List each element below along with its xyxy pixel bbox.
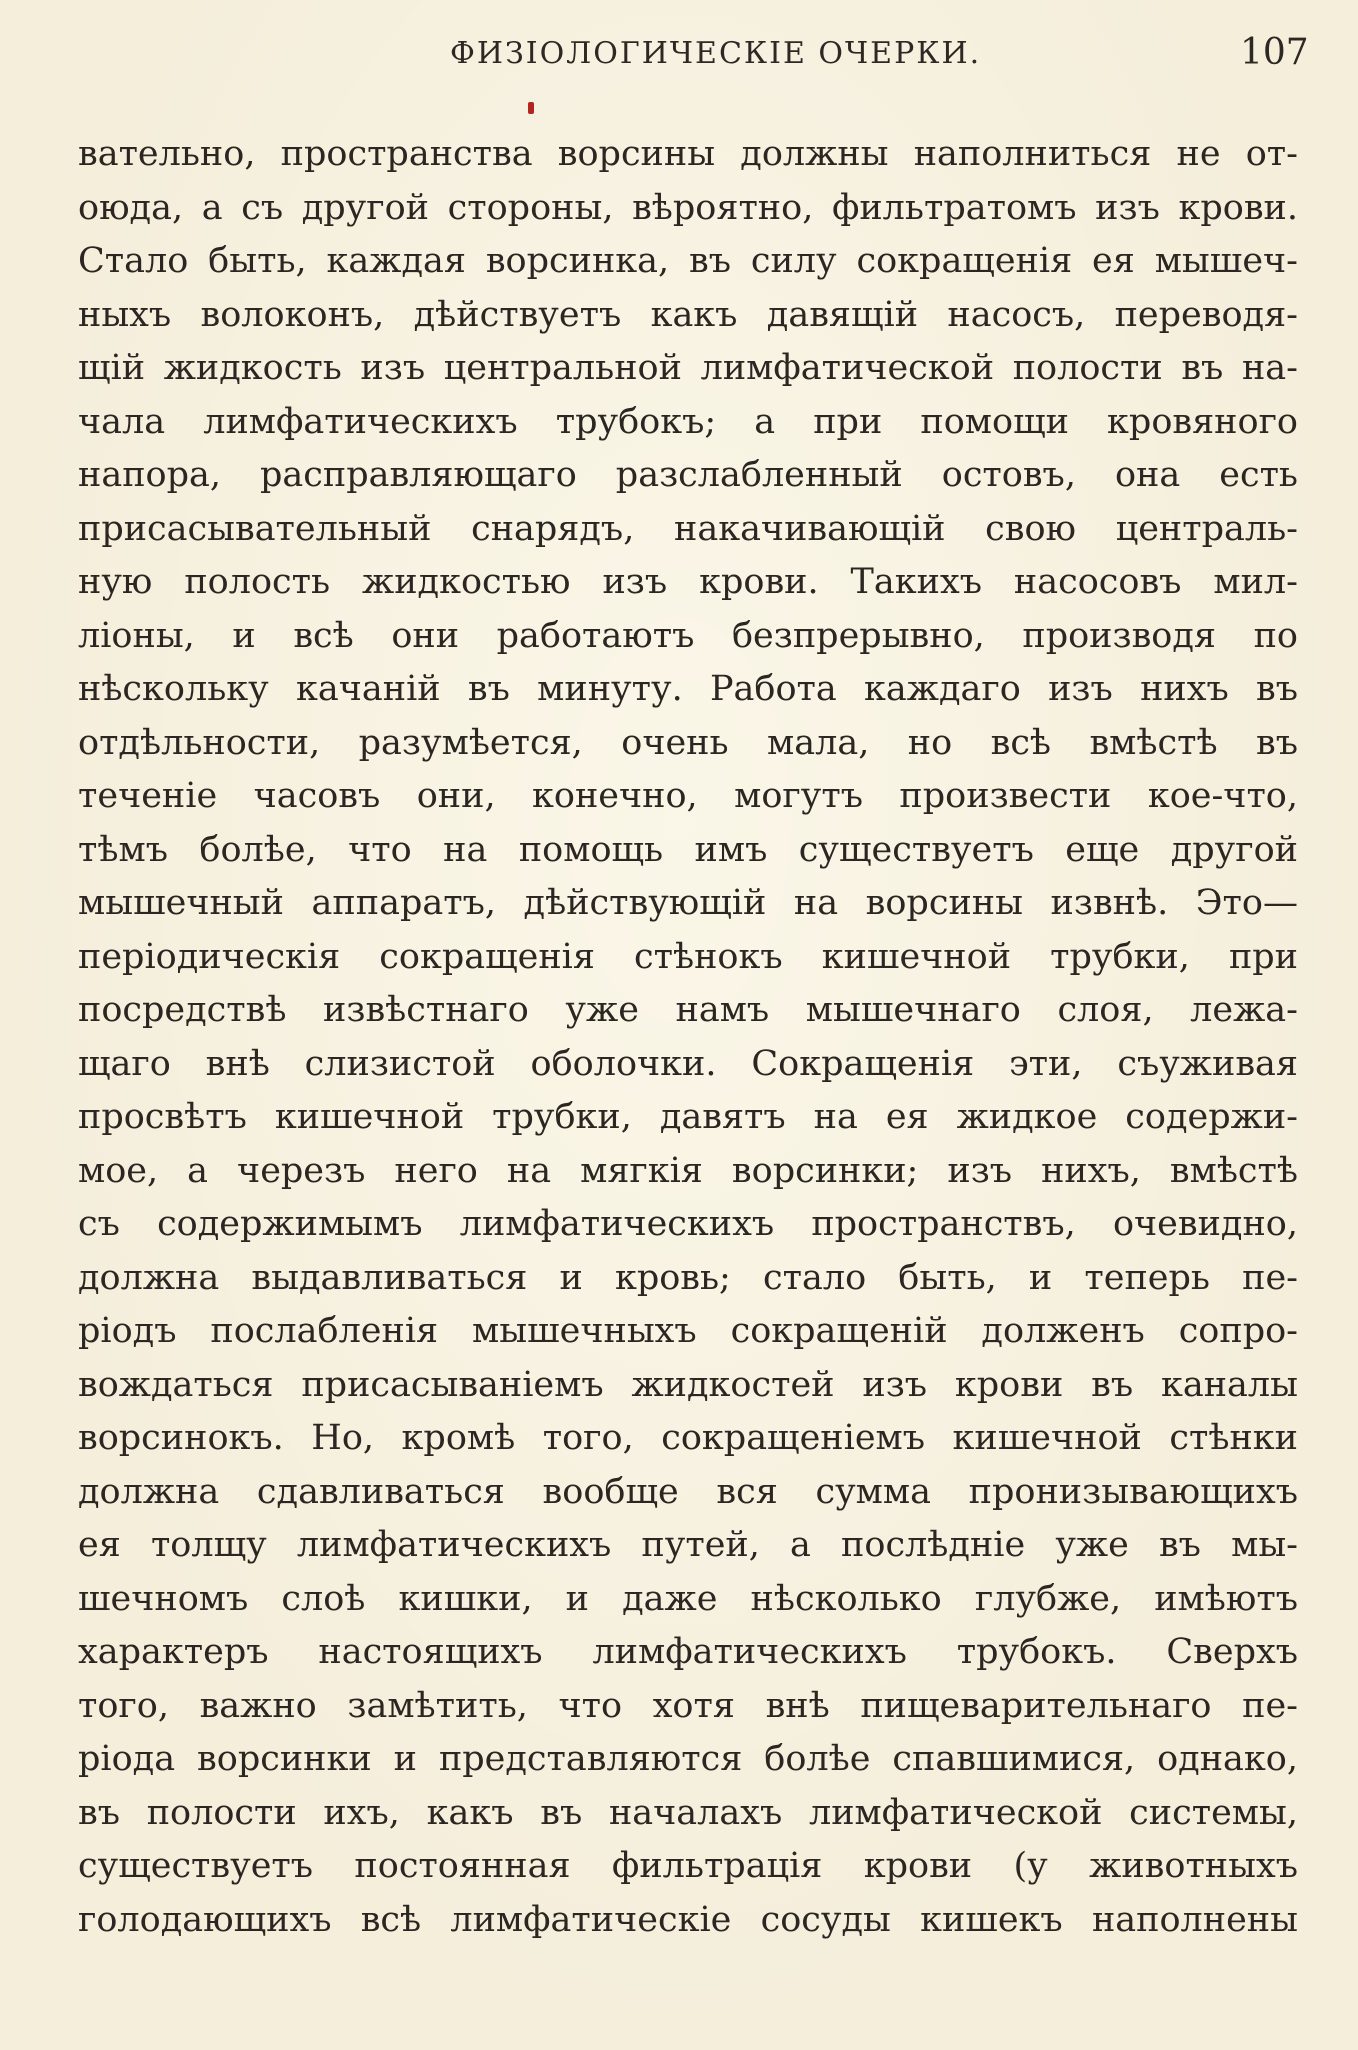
running-head-title: ФИЗIОЛОГИЧЕСКIЕ ОЧЕРКИ. — [450, 36, 982, 71]
text-line: щiй жидкость изъ центральной лимфатической полости въ на- — [78, 348, 1298, 388]
text-line: существуетъ постоянная фильтрацiя крови (у животныхъ — [78, 1846, 1298, 1886]
text-line: оюда, а съ другой стороны, вѣроятно, фильтратомъ изъ крови. — [78, 187, 1298, 228]
text-line: съ содержимымъ лимфатическихъ пространствъ, очевидно, — [78, 1204, 1298, 1244]
text-line: мое, а черезъ него на мягкiя ворсинки; изъ нихъ, вмѣстѣ — [78, 1150, 1298, 1191]
text-line: вождаться присасыванiемъ жидкостей изъ крови въ каналы — [78, 1364, 1298, 1405]
text-line: Стало быть, каждая ворсинка, въ силу сокращенiя ея мышеч- — [78, 241, 1298, 281]
text-line: отдѣльности, разумѣется, очень мала, но всѣ вмѣстѣ въ — [78, 722, 1298, 763]
text-line: ея толщу лимфатическихъ путей, а послѣднiе уже въ мы- — [78, 1525, 1298, 1565]
running-head — [0, 32, 1358, 80]
text-line: того, важно замѣтить, что хотя внѣ пищеварительнаго пе- — [78, 1685, 1298, 1726]
body-text — [78, 128, 1298, 1947]
text-line: лiоны, и всѣ они работаютъ безпрерывно, производя по — [78, 615, 1298, 656]
text-line: рiода ворсинки и представляются болѣе спавшимися, однако, — [78, 1739, 1298, 1779]
text-line: нѣскольку качанiй въ минуту. Работа каждаго изъ нихъ въ — [78, 669, 1298, 709]
text-line: щаго внѣ слизистой оболочки. Сокращенiя эти, съуживая — [78, 1043, 1298, 1084]
text-line: чала лимфатическихъ трубокъ; а при помощи кровяного — [78, 401, 1298, 442]
text-line: голодающихъ всѣ лимфатическiе сосуды кишекъ наполнены — [78, 1899, 1298, 1940]
text-line: шечномъ слоѣ кишки, и даже нѣсколько глубже, имѣютъ — [78, 1578, 1298, 1619]
text-line: посредствѣ извѣстнаго уже намъ мышечнаго слоя, лежа- — [78, 990, 1298, 1030]
text-line: перiодическiя сокращенiя стѣнокъ кишечной трубки, при — [78, 936, 1298, 977]
ink-mark-icon — [528, 102, 534, 114]
text-line: ную полость жидкостью изъ крови. Такихъ насосовъ мил- — [78, 562, 1298, 602]
text-line: характеръ настоящихъ лимфатическихъ трубокъ. Сверхъ — [78, 1632, 1298, 1672]
page-number: 107 — [1240, 32, 1309, 73]
text-line: должна выдавливаться и кровь; стало быть, и теперь пе- — [78, 1257, 1298, 1298]
text-line: должна сдавливаться вообще вся сумма пронизывающихъ — [78, 1471, 1298, 1512]
text-line: напора, расправляющаго разслабленный остовъ, она есть — [78, 455, 1298, 495]
text-line: просвѣтъ кишечной трубки, давятъ на ея жидкое содержи- — [78, 1097, 1298, 1137]
text-line: рiодъ послабленiя мышечныхъ сокращенiй долженъ сопро- — [78, 1311, 1298, 1351]
text-line: мышечный аппаратъ, дѣйствующiй на ворсины извнѣ. Это— — [78, 883, 1298, 923]
text-line: вательно, пространства ворсины должны наполниться не от- — [78, 134, 1298, 174]
text-line: теченiе часовъ они, конечно, могутъ произвести кое-что, — [78, 776, 1298, 816]
text-line: присасывательный снарядъ, накачивающiй свою централь- — [78, 508, 1298, 549]
text-line: въ полости ихъ, какъ въ началахъ лимфатической системы, — [78, 1792, 1298, 1833]
text-line: ворсинокъ. Но, кромѣ того, сокращенiемъ кишечной стѣнки — [78, 1418, 1298, 1458]
text-line: ныхъ волоконъ, дѣйствуетъ какъ давящiй насосъ, переводя- — [78, 294, 1298, 335]
text-line: тѣмъ болѣе, что на помощь имъ существуетъ еще другой — [78, 829, 1298, 870]
